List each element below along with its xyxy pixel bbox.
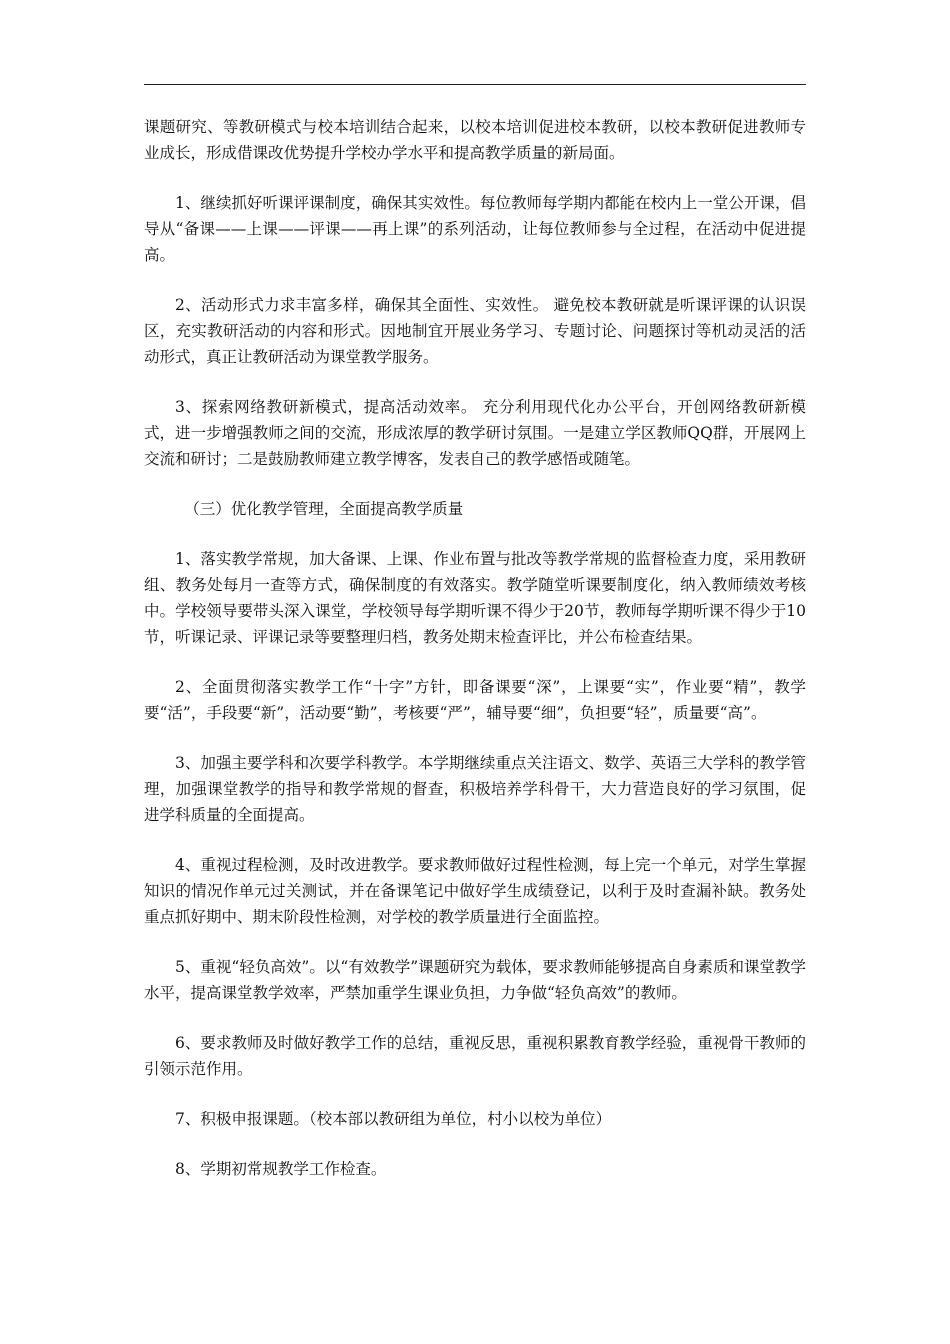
paragraph-item-8-b: 8、学期初常规教学工作检查。	[175, 1160, 387, 1178]
paragraph-item-6-b: 6、要求教师及时做好教学工作的总结，重视反思，重视积累教育教学经验，重视骨干教师的引领示范作用。	[144, 1034, 806, 1078]
paragraph-item-4-b: 4、重视过程检测，及时改进教学。要求教师做好过程性检测，每上完一个单元，对学生掌握知识的情况作单元过关测试，并在备课笔记中做好学生成绩登记，以利于及时查漏补缺。教务处重点抓好期中、期末阶段性检测，对学校的教学质量进行全面监控。	[144, 856, 806, 926]
paragraph-continuation: 课题研究、等教研模式与校本培训结合起来，以校本培训促进校本教研，以校本教研促进教师专业成长，形成借课改优势提升学校办学水平和提高教学质量的新局面。	[144, 118, 806, 162]
paragraph-item-1-b: 1、落实教学常规，加大备课、上课、作业布置与批改等教学常规的监督检查力度，采用教研组、教务处每月一查等方式，确保制度的有效落实。教学随堂听课要制度化，纳入教师绩效考核中。学校领导要带头深入课堂，学校领导每学期听课不得少于20节，教师每学期听课不得少于10节，听课记录、评课记录等要整理归档，教务处期末检查评比，并公布检查结果。	[144, 550, 806, 646]
paragraph-item-1: 1、继续抓好听课评课制度，确保其实效性。每位教师每学期内都能在校内上一堂公开课，倡导从“备课——上课——评课——再上课”的系列活动，让每位教师参与全过程，在活动中促进提高。	[144, 194, 806, 264]
paragraph-item-3: 3、探索网络教研新模式，提高活动效率。 充分利用现代化办公平台，开创网络教研新模式，进一步增强教师之间的交流，形成浓厚的教学研讨氛围。一是建立学区教师QQ群，开展网上交流和研讨；二是鼓励教师建立教学博客，发表自己的教学感悟或随笔。	[144, 398, 806, 468]
document-body	[144, 114, 806, 1206]
paragraph-item-5-b: 5、重视“轻负高效”。以“有效教学”课题研究为载体，要求教师能够提高自身素质和课堂教学水平，提高课堂教学效率，严禁加重学生课业负担，力争做“轻负高效”的教师。	[144, 958, 806, 1002]
paragraph-item-3-b: 3、加强主要学科和次要学科教学。本学期继续重点关注语文、数学、英语三大学科的教学管理，加强课堂教学的指导和教学常规的督查，积极培养学科骨干，大力营造良好的学习氛围，促进学科质量的全面提高。	[144, 754, 806, 824]
paragraph-item-2-b: 2、全面贯彻落实教学工作“十字”方针，即备课要“深”，上课要“实”，作业要“精”，教学要“活”，手段要“新”，活动要“勤”，考核要“严”，辅导要“细”，负担要“轻”，质量要“高”。	[144, 678, 806, 722]
paragraph-item-2: 2、活动形式力求丰富多样，确保其全面性、实效性。 避免校本教研就是听课评课的认识误区，充实教研活动的内容和形式。因地制宜开展业务学习、专题讨论、问题探讨等机动灵活的活动形式，真正让教研活动为课堂教学服务。	[144, 296, 806, 366]
paragraph-item-7-b: 7、积极申报课题。（校本部以教研组为单位，村小以校为单位）	[175, 1110, 612, 1128]
section-heading: （三）优化教学管理，全面提高教学质量	[184, 500, 464, 518]
header-rule	[144, 84, 806, 85]
